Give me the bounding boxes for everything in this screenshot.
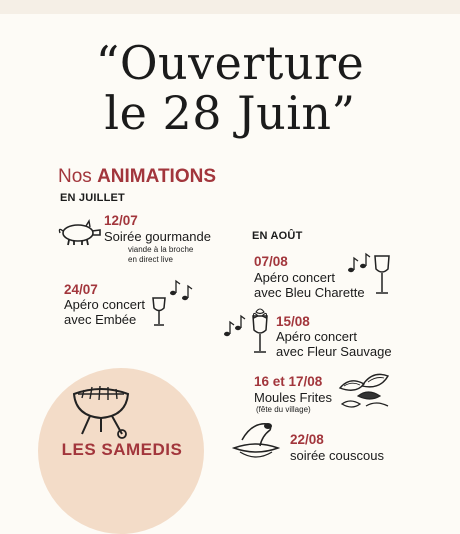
- event-note: en direct live: [128, 255, 173, 264]
- pig-icon: [56, 220, 102, 246]
- title-line-2: le 28 Juin”: [104, 86, 356, 140]
- event-title: Apéro concert: [64, 297, 145, 312]
- wine-glass-icon: [372, 254, 392, 296]
- event-date: 07/08: [254, 254, 288, 269]
- event-title: Soirée gourmande: [104, 229, 211, 244]
- wine-glass-icon: [150, 296, 168, 328]
- event-date: 24/07: [64, 282, 98, 297]
- event-subtitle: avec Embée: [64, 312, 137, 327]
- music-notes-icon: [222, 314, 248, 340]
- animations-heading: [58, 166, 216, 188]
- animations-word: ANIMATIONS: [97, 166, 216, 187]
- animations-prefix: Nos: [58, 166, 92, 187]
- juillet-heading: EN JUILLET: [60, 192, 125, 204]
- event-date: 16 et 17/08: [254, 374, 323, 389]
- title-line-1: “Ouverture: [95, 36, 365, 90]
- event-subtitle: avec Bleu Charette: [254, 285, 365, 300]
- music-notes-icon: [168, 275, 194, 303]
- mussels-icon: [336, 366, 394, 414]
- music-notes-icon: [346, 252, 372, 278]
- tajine-icon: [232, 418, 282, 460]
- event-date: 12/07: [104, 213, 138, 228]
- event-title: Apéro concert: [276, 329, 357, 344]
- event-title: soirée couscous: [290, 448, 384, 463]
- event-note: (fête du village): [256, 405, 311, 414]
- event-date: 22/08: [290, 432, 324, 447]
- event-title: Moules Frites: [254, 390, 333, 405]
- event-title: Apéro concert: [254, 270, 335, 285]
- event-subtitle: avec Fleur Sauvage: [276, 344, 392, 359]
- top-strip: [0, 0, 460, 14]
- event-date: 15/08: [276, 314, 310, 329]
- flower-glass-icon: [248, 306, 272, 356]
- aout-heading: EN AOÛT: [252, 230, 303, 242]
- barbecue-icon: [66, 372, 136, 442]
- event-note: viande à la broche: [128, 245, 194, 254]
- samedis-label: LES SAMEDIS: [61, 440, 183, 459]
